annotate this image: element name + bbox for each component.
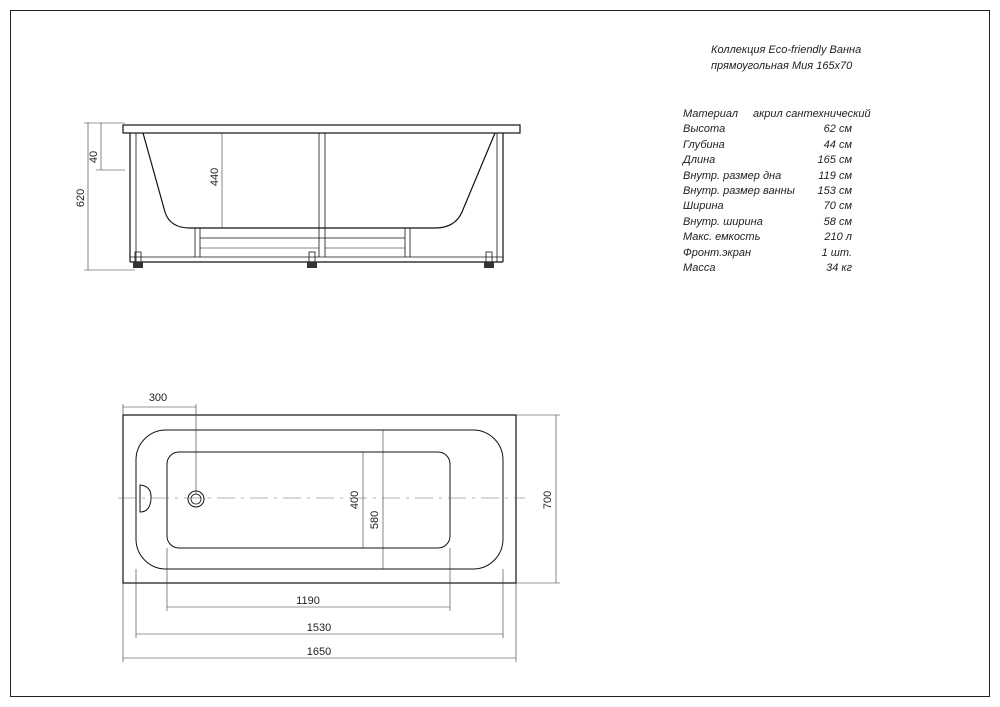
spec-value: 210 л xyxy=(824,231,852,244)
dim-total-height: 620 xyxy=(75,188,87,208)
dim-rim: 40 xyxy=(88,150,100,164)
spec-value: 165 см xyxy=(817,154,852,167)
spec-label: Глубина xyxy=(683,138,725,151)
tub-outline xyxy=(123,415,516,583)
overflow-icon xyxy=(140,485,151,512)
side-view xyxy=(75,123,520,270)
spec-value: 153 см xyxy=(817,185,852,197)
spec-label: Высота xyxy=(683,123,726,136)
tub-rim xyxy=(123,125,520,133)
spec-label: Длина xyxy=(683,154,716,167)
spec-value: 1 шт. xyxy=(821,246,852,259)
tub-bottom xyxy=(167,452,450,548)
spec-label: Материал xyxy=(683,108,739,120)
spec-value: 34 кг xyxy=(826,262,852,274)
top-view xyxy=(118,392,560,662)
foot-middle xyxy=(307,252,317,268)
spec-label: Внутр. размер дна xyxy=(683,169,782,182)
dim-inner-length: 1530 xyxy=(306,622,332,634)
spec-label: Ширина xyxy=(683,200,724,213)
spec-label: Внутр. размер ванны xyxy=(683,185,795,197)
spec-value: 62 см xyxy=(823,123,852,136)
dim-length: 1650 xyxy=(306,646,332,658)
foot-right xyxy=(484,252,494,268)
dim-drain-offset: 300 xyxy=(148,392,168,404)
dim-width: 700 xyxy=(542,490,554,510)
spec-value: 44 см xyxy=(823,138,852,151)
spec-value: акрил сантехнический xyxy=(753,108,871,120)
spec-value: 119 см xyxy=(818,169,852,182)
spec-value: 70 см xyxy=(823,200,852,213)
dim-bottom-width: 400 xyxy=(349,490,361,510)
title-line-2: прямоугольная Мия 165х70 xyxy=(711,60,853,72)
spec-label: Макс. емкость xyxy=(683,231,761,244)
foot-left xyxy=(133,252,143,268)
spec-value: 58 см xyxy=(823,215,852,228)
spec-label: Внутр. ширина xyxy=(683,215,763,228)
dim-bottom-length: 1190 xyxy=(296,595,320,607)
dim-depth: 440 xyxy=(209,167,221,187)
dim-inner-width: 580 xyxy=(369,510,381,530)
spec-label: Фронт.экран xyxy=(683,246,752,259)
title-line-1: Коллекция Eco-friendly Ванна xyxy=(711,44,862,56)
spec-label: Масса xyxy=(683,262,716,274)
